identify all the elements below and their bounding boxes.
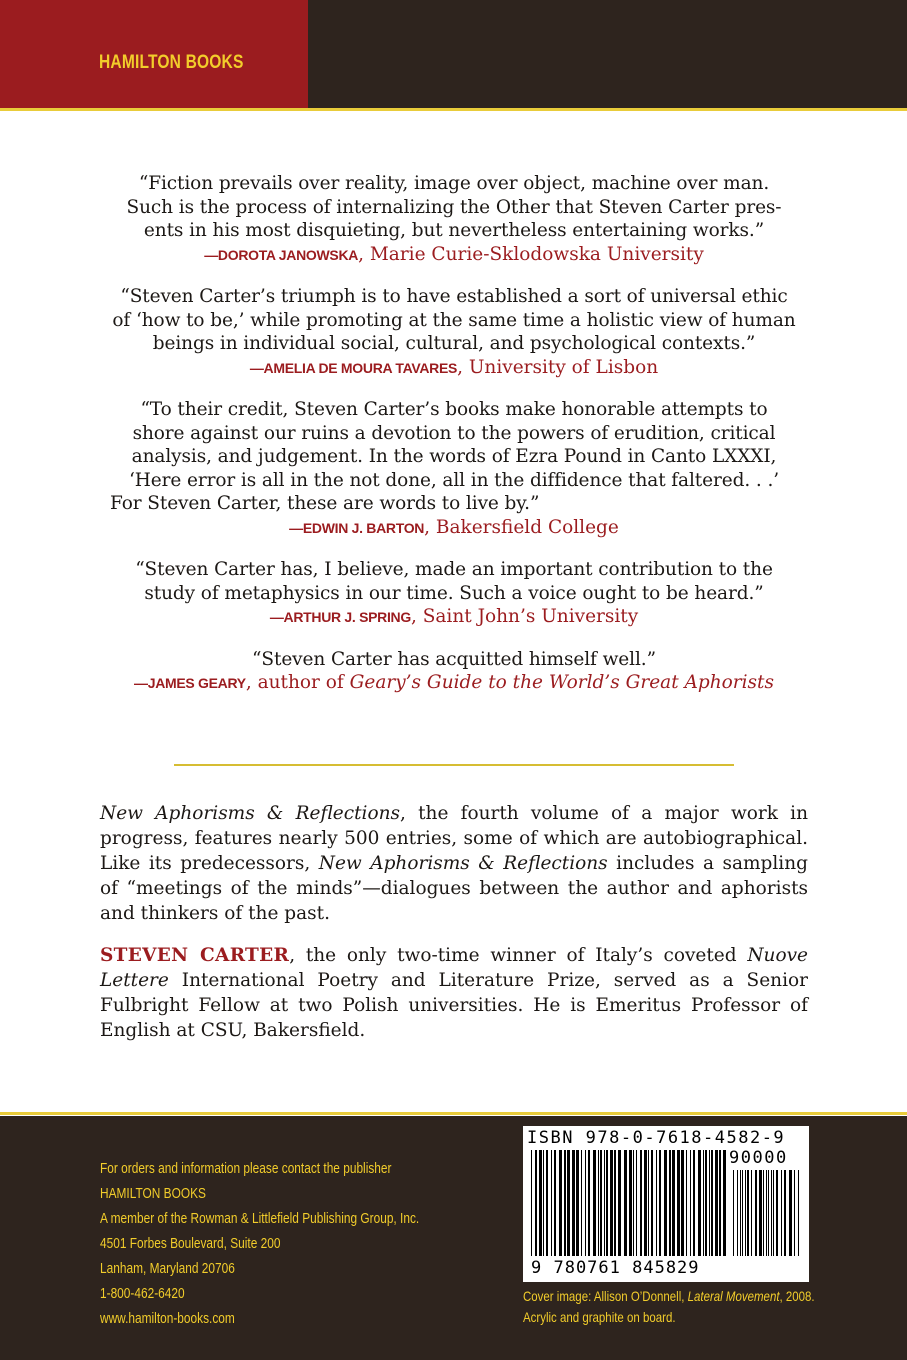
quote-line: analysis, and judgement. In the words of Ezra Pound in Canto LXXXI, xyxy=(131,446,777,467)
attribution-affiliation: University of Lisbon xyxy=(468,356,659,378)
barcode-bar xyxy=(709,1150,710,1256)
barcode-bar xyxy=(618,1150,621,1256)
quote-attribution: —EDWIN J. BARTON, Bakersfield College xyxy=(289,516,619,538)
attribution-affiliation: Bakersfield College xyxy=(435,516,619,538)
endorsement xyxy=(100,648,808,696)
barcode-bar xyxy=(784,1170,786,1256)
barcode-bar xyxy=(640,1150,642,1256)
quote-attribution: —JAMES GEARY, author of Geary’s Guide to the World’s Great Aphorists xyxy=(134,672,774,693)
barcode-bar xyxy=(648,1150,649,1256)
barcode-bar xyxy=(606,1150,608,1256)
barcode-bar xyxy=(794,1170,795,1256)
barcode-bar xyxy=(773,1170,774,1256)
barcode-bar xyxy=(776,1170,778,1256)
barcode-bar xyxy=(747,1170,749,1256)
barcode-bar xyxy=(715,1150,718,1256)
barcode-bar xyxy=(669,1150,671,1256)
book-description xyxy=(100,801,808,1060)
barcode-bar xyxy=(567,1150,570,1256)
quote-attribution: —AMELIA DE MOURA TAVARES, University of Lisbon xyxy=(249,356,659,378)
bottom-rule xyxy=(0,1112,907,1115)
author-bio xyxy=(100,943,808,1043)
ean-barcode-bars xyxy=(531,1150,727,1256)
barcode-bar xyxy=(531,1150,532,1256)
publisher-website: www.hamilton-books.com xyxy=(100,1311,235,1327)
isbn-barcode xyxy=(523,1126,809,1282)
attribution-affiliation: Marie Curie-Sklodowska University xyxy=(369,243,704,265)
barcode-bar xyxy=(690,1150,691,1256)
attribution-name: —DOROTA JANOWSKA xyxy=(204,246,359,263)
barcode-bar xyxy=(614,1150,616,1256)
bio-text: , the only two-time winner of Italy’s coveted xyxy=(289,945,748,966)
barcode-bar xyxy=(604,1150,605,1256)
barcode-bar xyxy=(624,1150,627,1256)
barcode-digits: 9 780761 845829 xyxy=(531,1258,700,1278)
quote-line: Such is the process of internalizing the Other that Steven Carter pres- xyxy=(126,196,782,218)
barcode-bar xyxy=(693,1150,695,1256)
attribution-affiliation: Saint John’s University xyxy=(422,606,639,627)
quote-line: “Steven Carter has acquitted himself well.” xyxy=(252,648,656,670)
barcode-bar xyxy=(629,1150,632,1256)
prize-name: Nuove Lettere xyxy=(100,945,808,991)
top-rule xyxy=(0,108,907,111)
book-title: New Aphorisms & Reflections xyxy=(100,803,401,824)
quote-line: “To their credit, Steven Carter’s books make honorable attempts to xyxy=(140,399,768,420)
barcode-bar xyxy=(759,1170,762,1256)
barcode-bar xyxy=(771,1170,772,1256)
barcode-bar xyxy=(636,1150,637,1256)
quote-line: ‘Here error is all in the not done, all in the diffidence that faltered. . .’ xyxy=(128,469,780,491)
barcode-bar xyxy=(766,1170,767,1256)
barcode-bar xyxy=(564,1150,566,1256)
quote-line: study of metaphysics in our time. Such a voice ought to be heard.” xyxy=(144,582,764,604)
quote-line: For Steven Carter, these are words to live by.” xyxy=(110,493,540,514)
barcode-bar xyxy=(698,1150,701,1256)
barcode-bar xyxy=(581,1150,582,1256)
attribution-name: —ARTHUR J. SPRING xyxy=(269,609,411,625)
barcode-bar xyxy=(798,1170,799,1256)
credit-prefix: Cover image: Allison O’Donnell, xyxy=(523,1288,688,1304)
quote-line: “Steven Carter has, I believe, made an important contribution to the xyxy=(135,559,773,580)
barcode-bar xyxy=(740,1170,741,1256)
barcode-bar xyxy=(733,1170,734,1256)
barcode-bar xyxy=(656,1150,657,1256)
barcode-bar xyxy=(768,1170,769,1256)
barcode-bar xyxy=(633,1150,634,1256)
bio-text: International Poetry and Literature Prize, served as a Senior Fulbright Fellow at two Polish universities. He is Emeritus Professor of English at CSU, Bakersfield. xyxy=(100,970,808,1041)
barcode-bar xyxy=(681,1150,684,1256)
barcode-bar xyxy=(781,1170,782,1256)
barcode-bar xyxy=(677,1150,680,1256)
barcode-bar xyxy=(588,1150,590,1256)
barcode-bar xyxy=(554,1150,556,1256)
credit-suffix: , 2008. xyxy=(779,1288,815,1304)
barcode-bar xyxy=(711,1150,713,1256)
barcode-bar xyxy=(543,1150,544,1256)
contact-line: 4501 Forbes Boulevard, Suite 200 xyxy=(100,1236,281,1252)
barcode-bar xyxy=(576,1150,579,1256)
book-title: New Aphorisms & Reflections xyxy=(318,853,608,874)
quote-line: “Fiction prevails over reality, image over object, machine over man. xyxy=(138,173,770,194)
barcode-bar xyxy=(686,1150,687,1256)
quote-attribution: —DOROTA JANOWSKA, Marie Curie-Sklodowska University xyxy=(204,243,704,265)
description-text: includes a sampling of “meetings of the minds”—dialogues between the author and aphorists and thinkers of the past. xyxy=(100,853,808,924)
barcode-bar xyxy=(664,1150,667,1256)
description-paragraph xyxy=(100,801,808,926)
endorsement xyxy=(100,558,808,630)
quote-line: shore against our ruins a devotion to the powers of erudition, critical xyxy=(132,422,776,444)
contact-line: For orders and information please contact the publisher xyxy=(100,1161,392,1177)
publisher-label: HAMILTON BOOKS xyxy=(99,52,244,73)
barcode-bar xyxy=(593,1150,596,1256)
barcode-bar xyxy=(610,1150,613,1256)
isbn-number: ISBN 978-0-7618-4582-9 xyxy=(527,1128,786,1148)
attribution-name: —AMELIA DE MOURA TAVARES xyxy=(249,359,458,376)
attribution-name: —EDWIN J. BARTON xyxy=(289,519,425,536)
cover-credit xyxy=(523,1286,815,1328)
barcode-bar xyxy=(719,1150,721,1256)
quote-line: of ‘how to be,’ while promoting at the same time a holistic view of human xyxy=(112,309,796,331)
artwork-title: Lateral Movement xyxy=(687,1288,780,1304)
barcode-bar xyxy=(559,1150,562,1256)
quote-line: ents in his most disquieting, but nevertheless entertaining works.” xyxy=(143,220,765,241)
endorsements xyxy=(100,172,808,714)
description-text: , the fourth volume of a major work in progress, features nearly 500 entries, some of which are autobiographical. Like its predecessors, xyxy=(100,803,809,874)
price-code: 90000 xyxy=(729,1148,788,1168)
barcode-bar xyxy=(539,1150,542,1256)
credit-line xyxy=(523,1286,815,1307)
contact-line: HAMILTON BOOKS xyxy=(100,1186,206,1202)
endorsement xyxy=(100,285,808,380)
barcode-bar xyxy=(546,1150,548,1256)
credit-line: Acrylic and graphite on board. xyxy=(523,1309,676,1325)
addon-barcode-bars xyxy=(733,1170,803,1256)
attribution-affiliation-prefix: author of xyxy=(257,672,350,693)
attribution-name: —JAMES GEARY xyxy=(134,675,246,691)
quote-line: beings in individual social, cultural, and psychological contexts.” xyxy=(152,333,756,354)
barcode-bar xyxy=(585,1150,586,1256)
barcode-bar xyxy=(644,1150,647,1256)
barcode-bar xyxy=(755,1170,757,1256)
barcode-bar xyxy=(651,1150,653,1256)
barcode-bar xyxy=(551,1150,552,1256)
contact-line: 1-800-462-6420 xyxy=(100,1286,185,1302)
quote-attribution: —ARTHUR J. SPRING, Saint John’s University xyxy=(269,606,639,627)
contact-line: A member of the Rowman & Littlefield Publishing Group, Inc. xyxy=(100,1211,420,1227)
publisher-contact xyxy=(100,1157,419,1332)
barcode-bar xyxy=(742,1170,743,1256)
barcode-bar xyxy=(659,1150,661,1256)
publisher-brand-box xyxy=(0,0,308,108)
attribution-book-title: Geary’s Guide to the World’s Great Aphorists xyxy=(349,672,774,693)
endorsement xyxy=(100,172,808,267)
barcode-bar xyxy=(723,1150,726,1256)
barcode-bar xyxy=(705,1150,707,1256)
barcode-bar xyxy=(745,1170,746,1256)
barcode-bar xyxy=(763,1170,764,1256)
barcode-bar xyxy=(751,1170,752,1256)
section-divider xyxy=(174,764,734,766)
barcode-bar xyxy=(703,1150,704,1256)
quote-line: “Steven Carter’s triumph is to have established a sort of universal ethic xyxy=(120,286,788,307)
barcode-bar xyxy=(789,1170,792,1256)
barcode-bar xyxy=(572,1150,575,1256)
author-name: STEVEN CARTER xyxy=(100,945,290,966)
barcode-bar xyxy=(598,1150,599,1256)
barcode-bar xyxy=(535,1150,537,1256)
endorsement xyxy=(100,398,808,540)
barcode-bar xyxy=(672,1150,675,1256)
barcode-bar xyxy=(600,1150,602,1256)
barcode-bar xyxy=(737,1170,738,1256)
contact-line: Lanham, Maryland 20706 xyxy=(100,1261,235,1277)
